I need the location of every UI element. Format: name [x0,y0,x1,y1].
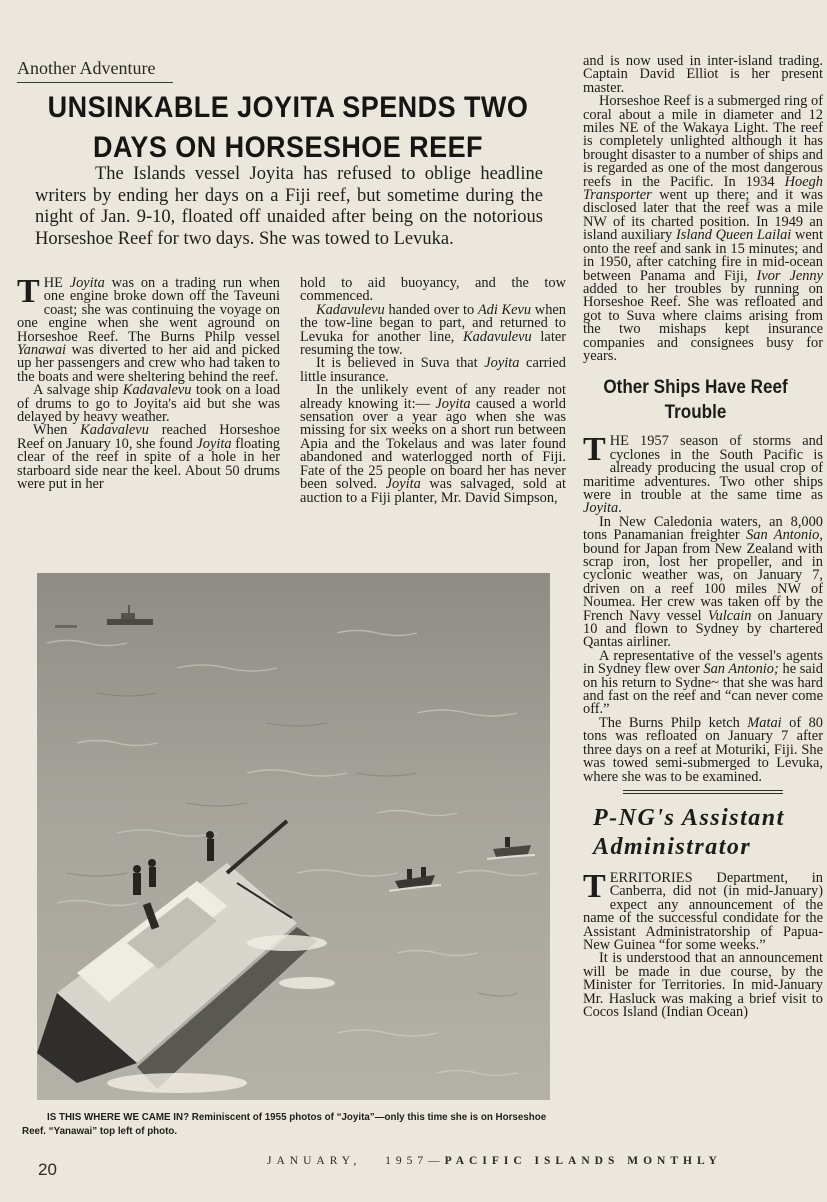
paragraph: and is now used in inter-island trading. Captain David Elliot is her present master. [583,53,823,96]
article-column-3 [583,55,823,1019]
paragraph: hold to aid buoyancy, and the tow commenced. [300,275,566,305]
paragraph: TERRITORIES Department, in Canberra, did not (in mid-January) expect any announcement of the name of the successful condidate for the Assistant Administratorship of Papua-New Guinea “for some weeks.” [583,867,823,953]
article-column-1 [17,273,281,493]
paragraph: THE 1957 season of storms and cyclones in the South Pacific is already producing the usual crop of maritime adventures. Two other ships were in trouble at the same time as Joyita. [583,431,823,517]
photo-illustration [37,573,550,1100]
running-footer: JANUARY, 1957—PACIFIC ISLANDS MONTHLY [267,1155,722,1167]
paragraph: In the unlikely event of any reader not already knowing it:— Joyita caused a world sensation over a year ago when she was missing for six weeks on a short run between Apia and the Tokelaus and was later found abandoned and waterlogged north of Fiji. Fate of the 25 people on board her has never been solved. Joyita was salvaged, sold at auction to a Fiji planter, Mr. David Simpson, [300,382,567,506]
subheading-other-ships: Other Ships Have Reef Trouble [603,377,788,424]
intro-paragraph: The Islands vessel Joyita has refused to oblige headline writers by ending her days on a Fiji reef, but sometime during the night of Jan. 9-10, floated off unaided after being on the notorious Horseshoe Reef for two days. She was towed to Levuka. [35,164,543,249]
headline: UNSINKABLE JOYITA SPENDS TWO DAYS ON HORSESHOE REEF [47,91,529,164]
reef-photograph [37,573,550,1100]
paragraph: THE Joyita was on a trading run when one engine broke down off the Taveuni coast; she was continuing the voyage on one engine when she went aground on Horseshoe Reef. The Burns Philp vessel Yanawai was diverted to her aid and picked up her passengers and crew who had taken to the boats and were sheltering behind the reef. [17,273,280,385]
paragraph: The Burns Philp ketch Matai of 80 tons was refloated on January 7 after three days on a reef at Moturiki, Fiji. She was towed semi-submerged to Levuka, where she was to be examined. [583,714,823,785]
section-kicker: Another Adventure [17,58,173,83]
drop-cap: T [583,867,606,905]
section-divider [623,790,783,794]
article-column-2 [300,277,566,505]
paragraph: A salvage ship Kadavalevu took on a load of drums to go to Joyita's aid but she was delayed by heavy weather. [17,382,281,426]
paragraph: It is understood that an announcement will be made in due course, by the Minister for Territories. In mid-January Mr. Hasluck was making a brief visit to Cocos Island (Indian Ocean) [583,950,823,1020]
paragraph: It is believed in Suva that Joyita carried little insurance. [300,355,566,385]
paragraph: In New Caledonia waters, an 8,000 tons Panamanian freighter San Antonio, bound for Japan from New Zealand with scrap iron, lost her propeller, and in cyclonic weather was, on January 7, driven on a reef 100 miles NW of Noumea. Her crew was taken off by the French Navy vessel Vulcain on January 10 and flown to Sydney by chartered Qantas airliner. [583,513,823,651]
paragraph: A representative of the vessel's agents in Sydney flew over San Antonio; he said on his return to Sydne~ that she was hard and fast on the reef and “can never come off.” [583,647,823,718]
drop-cap: T [17,273,40,310]
photo-caption: IS THIS WHERE WE CAME IN? Reminiscent of 1955 photos of “Joyita”—only this time she is on Horseshoe Reef. “Yanawai” top left of photo. [22,1112,547,1137]
drop-cap: T [583,431,606,469]
paragraph: Kadavulevu handed over to Adi Kevu when the tow-line began to part, and returned to Levuka for another line, Kadavulevu later resuming the tow. [300,301,566,359]
subheading-assistant-administrator: P-NG's Assistant Administrator [593,804,785,860]
paragraph: Horseshoe Reef is a submerged ring of coral about a mile in diameter and 12 miles NE of the Wakaya Light. The reef is completely unlighted although it has brought disaster to a number of ships and is regarded as one of the most dangerous reefs in the Pacific. In 1934 Hoegh Transporter went up there; and it was disclosed later that the reef was a mile NW of its charted position. In 1949 an island auxiliary Island Queen Lailai went onto the reef and sank in 15 minutes; and in 1950, after catching fire in mid-ocean between Panama and Fiji, Ivor Jenny added to her troubles by running on Horseshoe Reef. She was refloated and got to Suva where claims arising from the two mishaps kept insurance companies and consignees busy for years. [583,93,823,364]
page-number: 20 [38,1160,57,1179]
paragraph: When Kadavalevu reached Horseshoe Reef on January 10, she found Joyita floating clear of the reef in spite of a hole in her starboard side near the keel. About 50 drums were put in her [17,422,281,493]
